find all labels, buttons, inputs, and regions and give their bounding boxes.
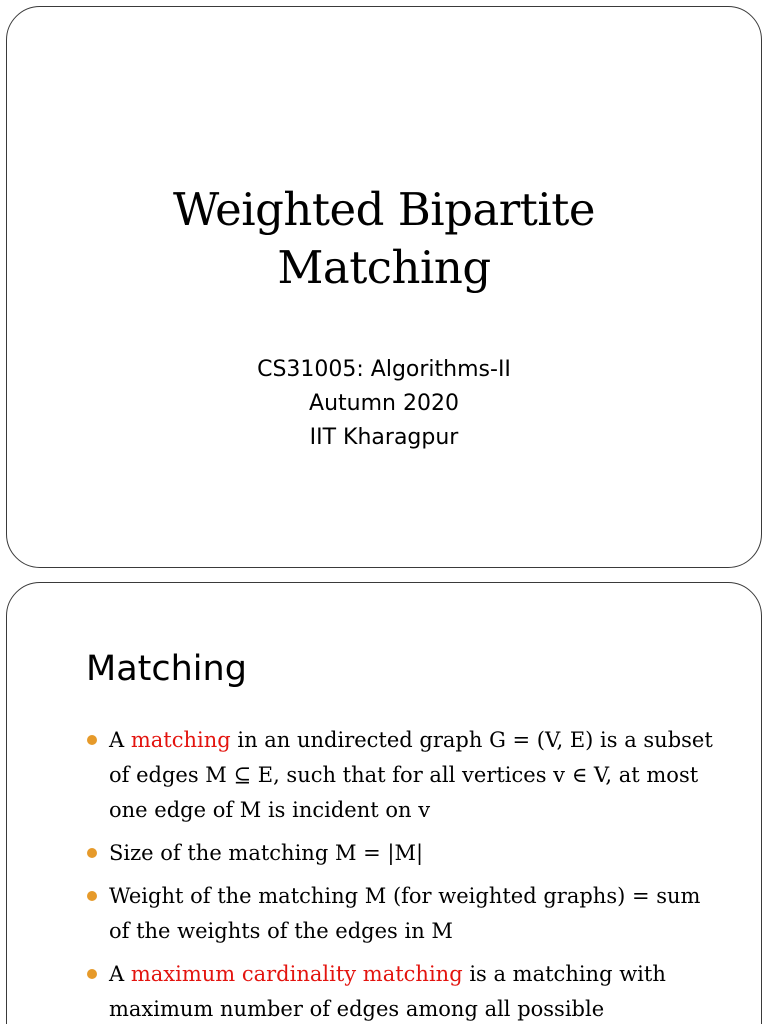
bullet-text-prefix: A xyxy=(109,728,131,752)
bullet-text: Weight of the matching M (for weighted graphs) = sum of the weights of the edges in M xyxy=(109,884,701,943)
bullet-text: Size of the matching M = |M| xyxy=(109,841,424,865)
bullet-item xyxy=(87,879,727,949)
matching-slide-title: Matching xyxy=(86,649,247,689)
matching-slide xyxy=(6,582,762,1024)
slide-subtitle xyxy=(7,353,761,455)
slide-title xyxy=(7,181,761,297)
bullet-text-suffix: in an undirected graph G = (V, E) is a subset of edges M ⊆ E, such that for all vertices v ∈ V, at most one edge of M is incident on v xyxy=(109,728,713,822)
highlighted-term: matching xyxy=(130,728,231,752)
bullet-dot-icon xyxy=(87,848,97,858)
bullet-item xyxy=(87,836,727,871)
title-slide xyxy=(6,6,762,568)
bullet-item xyxy=(87,723,727,828)
bullet-item xyxy=(87,957,727,1024)
bullet-dot-icon xyxy=(87,969,97,979)
slide-title-line-2: Matching xyxy=(277,241,491,294)
course-name: CS31005: Algorithms-II xyxy=(257,357,511,382)
bullet-list xyxy=(87,723,727,1024)
institute-name: IIT Kharagpur xyxy=(309,425,459,450)
highlighted-term: maximum cardinality matching xyxy=(130,962,463,986)
bullet-text-prefix: A xyxy=(109,962,131,986)
bullet-dot-icon xyxy=(87,735,97,745)
slide-title-line-1: Weighted Bipartite xyxy=(172,183,595,236)
term-label: Autumn 2020 xyxy=(309,391,459,416)
bullet-dot-icon xyxy=(87,891,97,901)
bullet-text-suffix: is a matching with maximum number of edges among all possible xyxy=(109,962,666,1021)
